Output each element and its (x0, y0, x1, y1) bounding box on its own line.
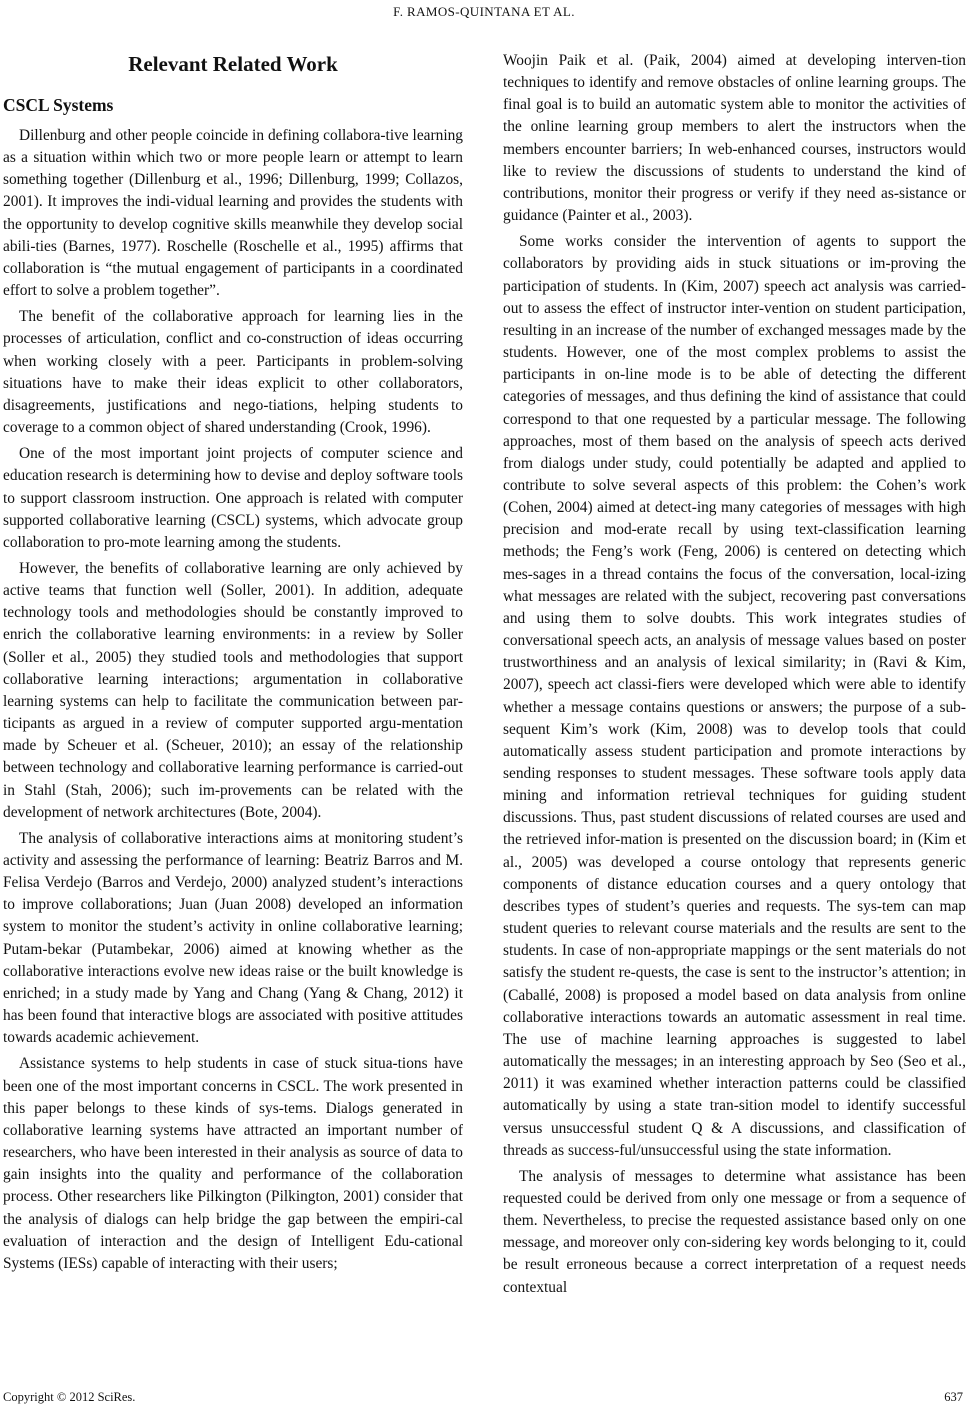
paragraph-continuation: Woojin Paik et al. (Paik, 2004) aimed at developing interven-tion techniques to identify and remove obstacles of online learning groups. The final goal is to build an automatic system able to monitor the activities of the online learning group members to alert the instructors when the members encounter barriers; In web-enhanced courses, instructors would like to review the discussions of students to understand the kind of contributions, monitor their progress or verify if they need as-sistance or guidance (Painter et al., 2003). (503, 52, 966, 225)
page-footer (3, 1390, 963, 1405)
paragraph: The analysis of messages to determine what assistance has been requested could be derived from only one message or from a sequence of them. Nevertheless, to precise the requested assistance based only on one message, and moreover only con-sidering key words belonging to it, could be result erroneous because a correct interpretation of a request needs contextual (503, 1167, 966, 1296)
paragraph: However, the benefits of collaborative learning are only achieved by active teams that function well (Soller, 2001). In addition, adequate technology tools and methodologies should be constantly improved to enrich the collaborative learning environments: in a review by Soller (Soller et al., 2005) they studied tools and methodologies that support collaborative learning interactions; argumentation in collaborative learning systems can help to facilitate the communication between par-ticipants as argued in a review of computer supported argu-mentation made by Scheuer et al. (Scheuer, 2010); an essay of the relationship between technology and collaborative learning performance is carried-out in Stahl (Stah, 2006); such im-provements can be related with the development of network architectures (Bote, 2004). (3, 559, 463, 821)
paragraph: One of the most important joint projects of computer science and education research is determining how to devise and deploy software tools to support classroom instruction. One approach is related with computer supported collaborative learning (CSCL) systems, which advocate group collaboration to pro-mote learning among the students. (3, 445, 463, 551)
left-column (3, 50, 463, 1279)
section-title: Relevant Related Work (128, 52, 338, 76)
copyright-notice: Copyright © 2012 SciRes. (3, 1390, 136, 1404)
right-column (503, 50, 966, 1303)
paragraph: Assistance systems to help students in case of stuck situa-tions have been one of the most important concerns in CSCL. The work presented in this paper belongs to these kinds of sys-tems. Dialogs generated in collaborative learning systems have attracted an important number of researchers, who have been interested in their analysis as source of data to gain insights into the quality and performance of the collaboration process. Other researchers like Pilkington (Pilkington, 2001) consider that the analysis of dialogs can help bridge the gap between the empiri-cal evaluation of interaction and the design of Intelligent Edu-cational Systems (IESs) capable of interacting with their users; (3, 1055, 463, 1272)
paragraph: Dillenburg and other people coincide in defining collabora-tive learning as a situation within which two or more people learn or attempt to learn something together (Dillenburg et al., 1996; Dillenburg, 1999; Collazos, 2001). It improves the indi-vidual learning and provides the students with the opportunity to develop cognitive skills meanwhile they develop social abili-ties (Barnes, 1977). Roschelle (Roschelle et al., 1995) affirms that collaboration is “the mutual engagement of participants in a coordinated effort to solve a problem together”. (3, 127, 463, 300)
subsection-title: CSCL Systems (3, 95, 114, 115)
paragraph: The benefit of the collaborative approach for learning lies in the processes of articulation, conflict and co-construction of ideas occurring when working closely with a peer. Participants in problem-solving situations have to make their ideas explicit to other collaborators, disagreements, justifications and nego-tiations, helping students to coverage to a common object of shared understanding (Crook, 1996). (3, 308, 463, 437)
running-head: F. RAMOS-QUINTANA ET AL. (393, 4, 575, 19)
paragraph: Some works consider the intervention of agents to support the collaborators by providing aids in stuck situations or im-proving the participation of students. In (Kim, 2007) speech act analysis was carried-out to assess the effect of instructor inter-vention on student participation, resulting in an increase of the number of exchanged messages made by the students. However, one of the most complex problems to assist the participants in on-line mode is to be able of detecting the different categories of messages, and thus defining the kind of assistance that could correspond to that one requested by a particular message. The following approaches, most of them based on the analysis of speech acts derived from dialogs under study, could potentially be adapted and applied to contribute to solve several aspects of this problem: the Cohen’s work (Cohen, 2004) aimed at detect-ing many categories of messages with high precision and mod-erate recall by using text-classification learning methods; the Feng’s work (Feng, 2006) is centered on detecting which mes-sages in a thread contains the focus of the conversation, local-izing what messages are related with the subject, recovering past conversations and using them to solve doubts. This work integrates studies of conversational speech acts, an analysis of message values based on poster trustworthiness and an analysis of lexical similarity; in (Ravi & Kim, 2007), speech act classi-fiers were developed which were able to identify whether a message contains questions or answers; the purpose of a sub-sequent Kim’s work (Kim, 2008) was to develop tools that could automatically assess student participation and promote interactions by sending responses to student messages. These software tools apply data mining and information retrieval techniques for guiding student discussions. Thus, past student discussions of related courses are used and the retrieved infor-mation is presented on the discussion board; in (Kim et al., 2005) was developed a course ontology that represents generic components of distance education courses and a query ontology that describes types of student’s queries and requests. The sys-tem can map student queries to relevant course materials and the results are sent to the students. In case of non-appropriate mappings or the sent materials do not satisfy the student re-quests, the case is sent to the instructor’s attention; in (Caballé, 2008) is proposed a model based on data analysis from online collaborative interactions towards an automatic assessment in real time. The use of machine learning approaches is suggested to label automatically the messages; in an interesting approach by Seo (Seo et al., 2011) it was examined whether interaction patterns could be classified automatically by using a state tran-sition model to identify successful versus unsuccessful student Q & A discussions, and classification of threads as success-ful/unsuccessful using the state information. (503, 233, 966, 1159)
paragraph: The analysis of collaborative interactions aims at monitoring student’s activity and assessing the performance of learning: Beatriz Barros and M. Felisa Verdejo (Barros and Verdejo, 2000) analyzed student’s interactions to improve collaborations; Juan (Juan 2008) developed an information system to monitor the student’s activity in online collaborative learning; Putam-bekar (Putambekar, 2006) aimed at knowing whether as the collaborative interactions evolve new ideas raise or the built knowledge is enriched; in a study made by Yang and Chang (Yang & Chang, 2012) it has been found that interactive blogs are associated with positive attitudes towards academic achievement. (3, 829, 463, 1047)
page-number: 637 (944, 1390, 963, 1404)
